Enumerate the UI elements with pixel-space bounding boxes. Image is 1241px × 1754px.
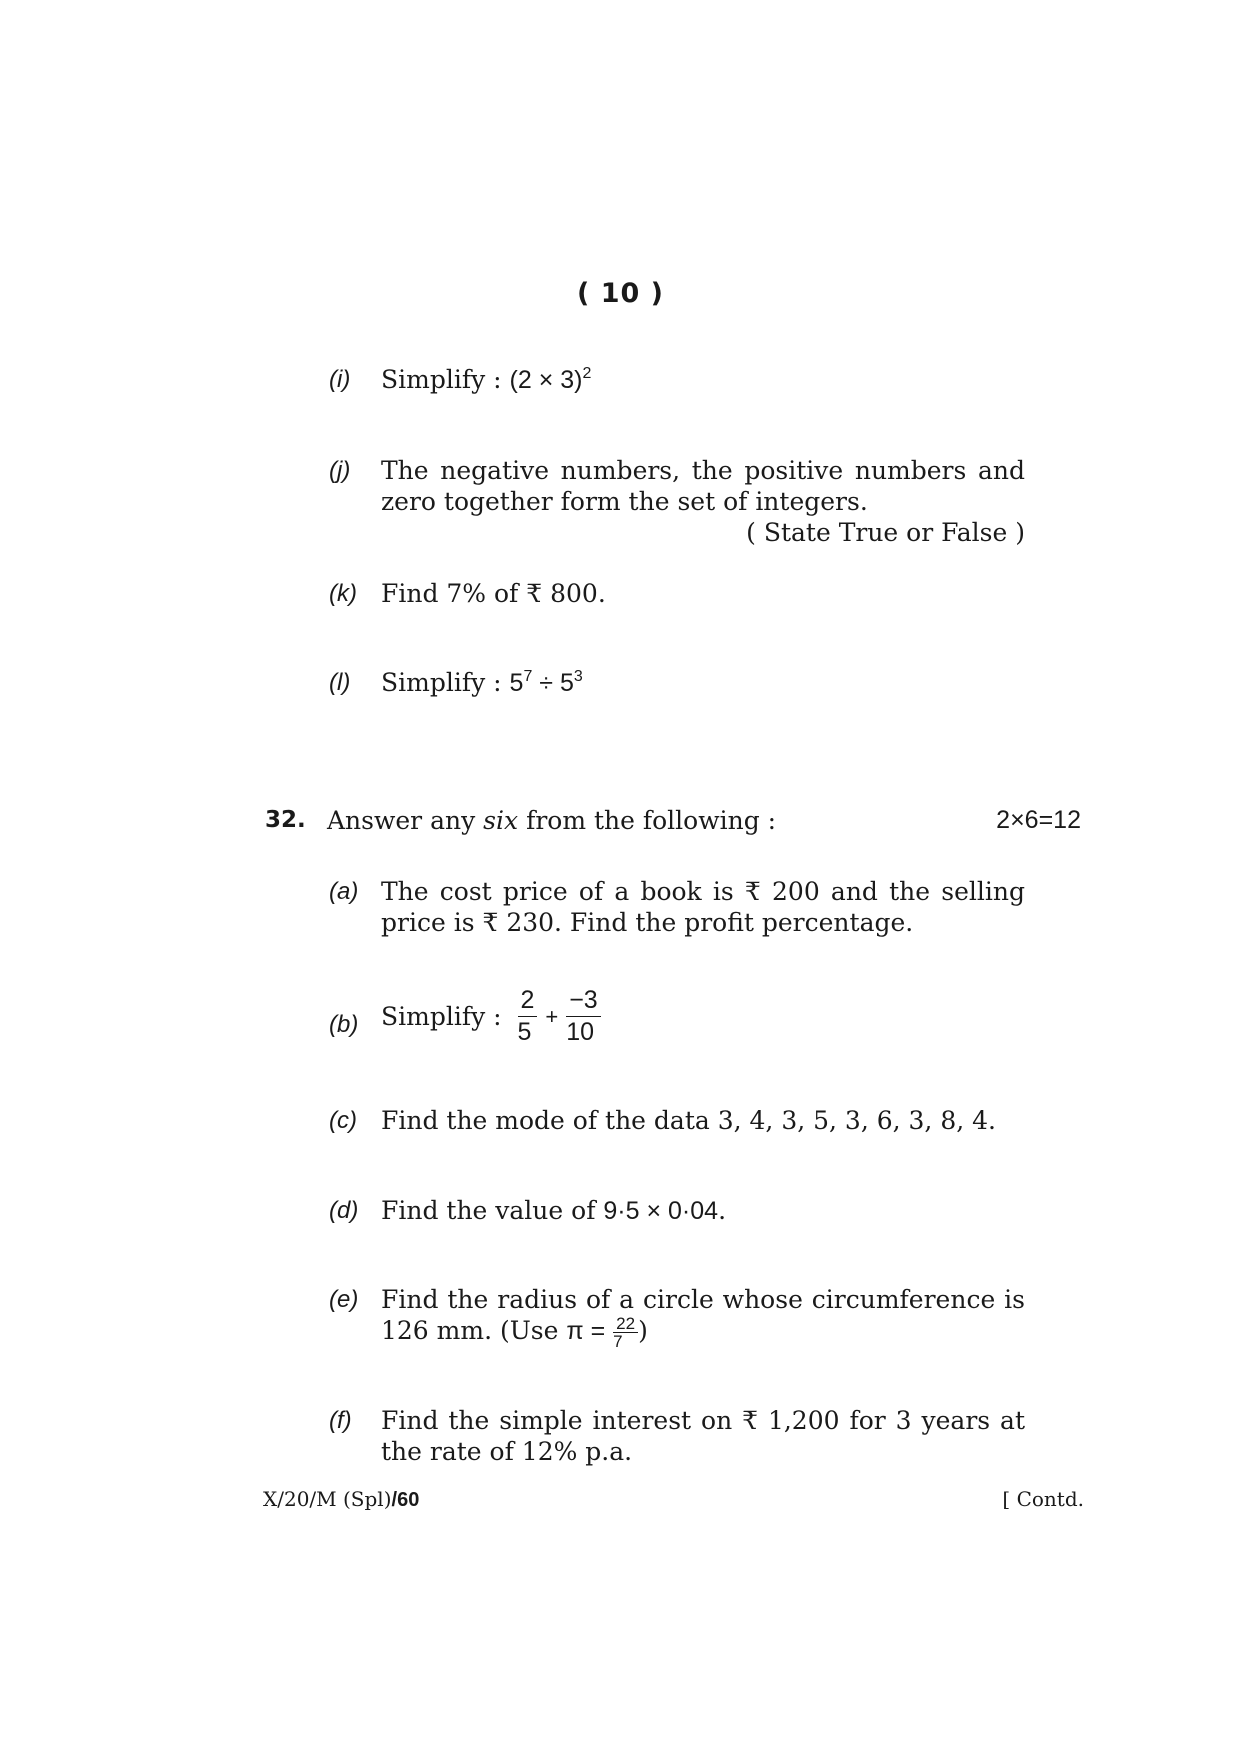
expression: $5^7 \div 5^3$ — [509, 668, 583, 697]
page-number: ( 10 ) — [576, 278, 665, 309]
question-instruction: Answer any six from the following : — [327, 806, 777, 835]
item-label: (c) — [329, 1107, 357, 1134]
expression: $(2 \times 3)^2$ — [509, 365, 592, 394]
fraction: $\frac{22}{7}$ — [613, 1315, 638, 1350]
item-text: Simplify : $(2 \times 3)^2$ — [381, 365, 592, 394]
item-label: (i) — [329, 366, 351, 393]
expression: 9·5 × 0·04 — [603, 1197, 719, 1225]
question-number: 32. — [265, 807, 306, 833]
footer-code: X/20/M (Spl)/60 — [263, 1487, 420, 1511]
item-label: (b) — [329, 1011, 359, 1038]
marks: 2×6=12 — [996, 806, 1081, 834]
item-label: (a) — [329, 878, 359, 905]
item-text: Find the radius of a circle whose circumference is 126 mm. (Use π = $\frac{22}{7}$ ) — [381, 1285, 1025, 1351]
item-text: Find the simple interest on ₹ 1,200 for 3 years at the rate of 12% p.a. — [381, 1406, 1025, 1466]
item-label: (d) — [329, 1197, 359, 1224]
fraction: $\frac{-3}{10}$ — [566, 985, 601, 1048]
item-text: Find 7% of ₹ 800. — [381, 579, 606, 608]
item-label: (f) — [329, 1407, 352, 1434]
item-label: (e) — [329, 1286, 359, 1313]
item-label: (j) — [329, 457, 351, 484]
true-false-note: ( State True or False ) — [746, 518, 1025, 547]
item-text: Find the mode of the data 3, 4, 3, 5, 3, 6, 3, 8, 4. — [381, 1106, 996, 1135]
item-text: The negative numbers, the positive numbers and zero together form the set of integers. — [381, 456, 1025, 516]
item-label: (k) — [329, 580, 357, 607]
footer-contd: [ Contd. — [1002, 1487, 1084, 1511]
item-text: Simplify : $\frac{2}{5}$ + $\frac{-3}{10}$ — [381, 985, 1025, 1048]
item-text: Find the value of 9·5 × 0·04. — [381, 1196, 727, 1225]
item-text: The cost price of a book is ₹ 200 and the selling price is ₹ 230. Find the profit percentage. — [381, 877, 1025, 937]
item-label: (l) — [329, 669, 351, 696]
fraction: $\frac{2}{5}$ — [518, 985, 538, 1048]
item-text: Simplify : $5^7 \div 5^3$ — [381, 668, 583, 697]
